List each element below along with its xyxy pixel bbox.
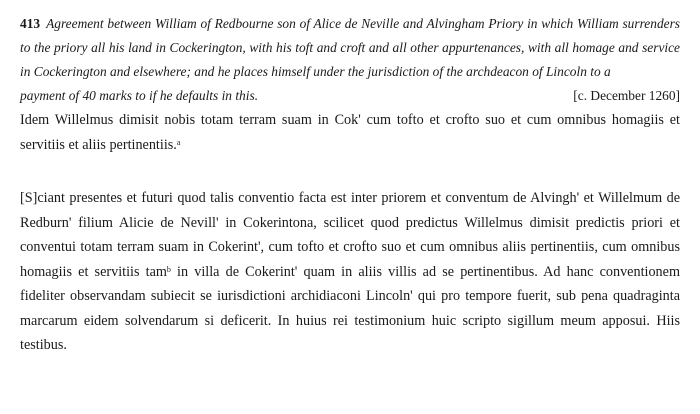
summary-text: Agreement between William of Redbourne son of Alice de Neville and Alvingham Priory in which William surrenders to the priory all his land in Cockerington, with his toft and croft and all other appurtenances, with all homage and service in Cockerington and elsewhere; and he places himself under the jurisdiction of the archdeacon of Lincoln to a [20,16,680,79]
document-page [20,12,680,358]
footnote-mark-a: a [176,137,181,147]
charter-part-2: in villa de Cokerint' quam in aliis villis ad se pertinentibus. Ad hanc conventionem fideliter observandam subiecit se iurisdictioni archidiaconi Lincoln' qui pro tempore fuerit, sub pena quadraginta marcarum eidem solvendarum si deficerit. In huius rei testimonium huic scripto sigillum meum apposui. Hiis testibus. [20,263,680,353]
footnote-mark-b: b [166,264,171,274]
endorsement-body: Idem Willelmus dimisit nobis totam terram suam in Cok' cum tofto et crofto suo et cum omnibus homagiis et servitiis et aliis pertinentiis. [20,112,680,153]
entry-summary [20,12,680,84]
entry-number: 413 [20,16,41,31]
endorsement-text [20,108,680,157]
charter-text [20,186,680,358]
charter-part-1: [S]ciant presentes et futuri quod talis conventio facta est inter priorem et conventum de Alvingh' et Willelmum de Redburn' filium Alicie de Nevill' in Cokerintona, scilicet quod predictus Willelmus dimisit predictis priori et conventui totam terram suam in Cokerint', cum tofto et crofto suo et cum omnibus aliis pertinentiis, cum omnibus homagiis et servitiis tam [20,190,680,280]
summary-text-last: payment of 40 marks to if he defaults in this. [20,88,259,103]
summary-date-line [20,84,680,108]
entry-date: [c. December 1260] [573,88,680,103]
